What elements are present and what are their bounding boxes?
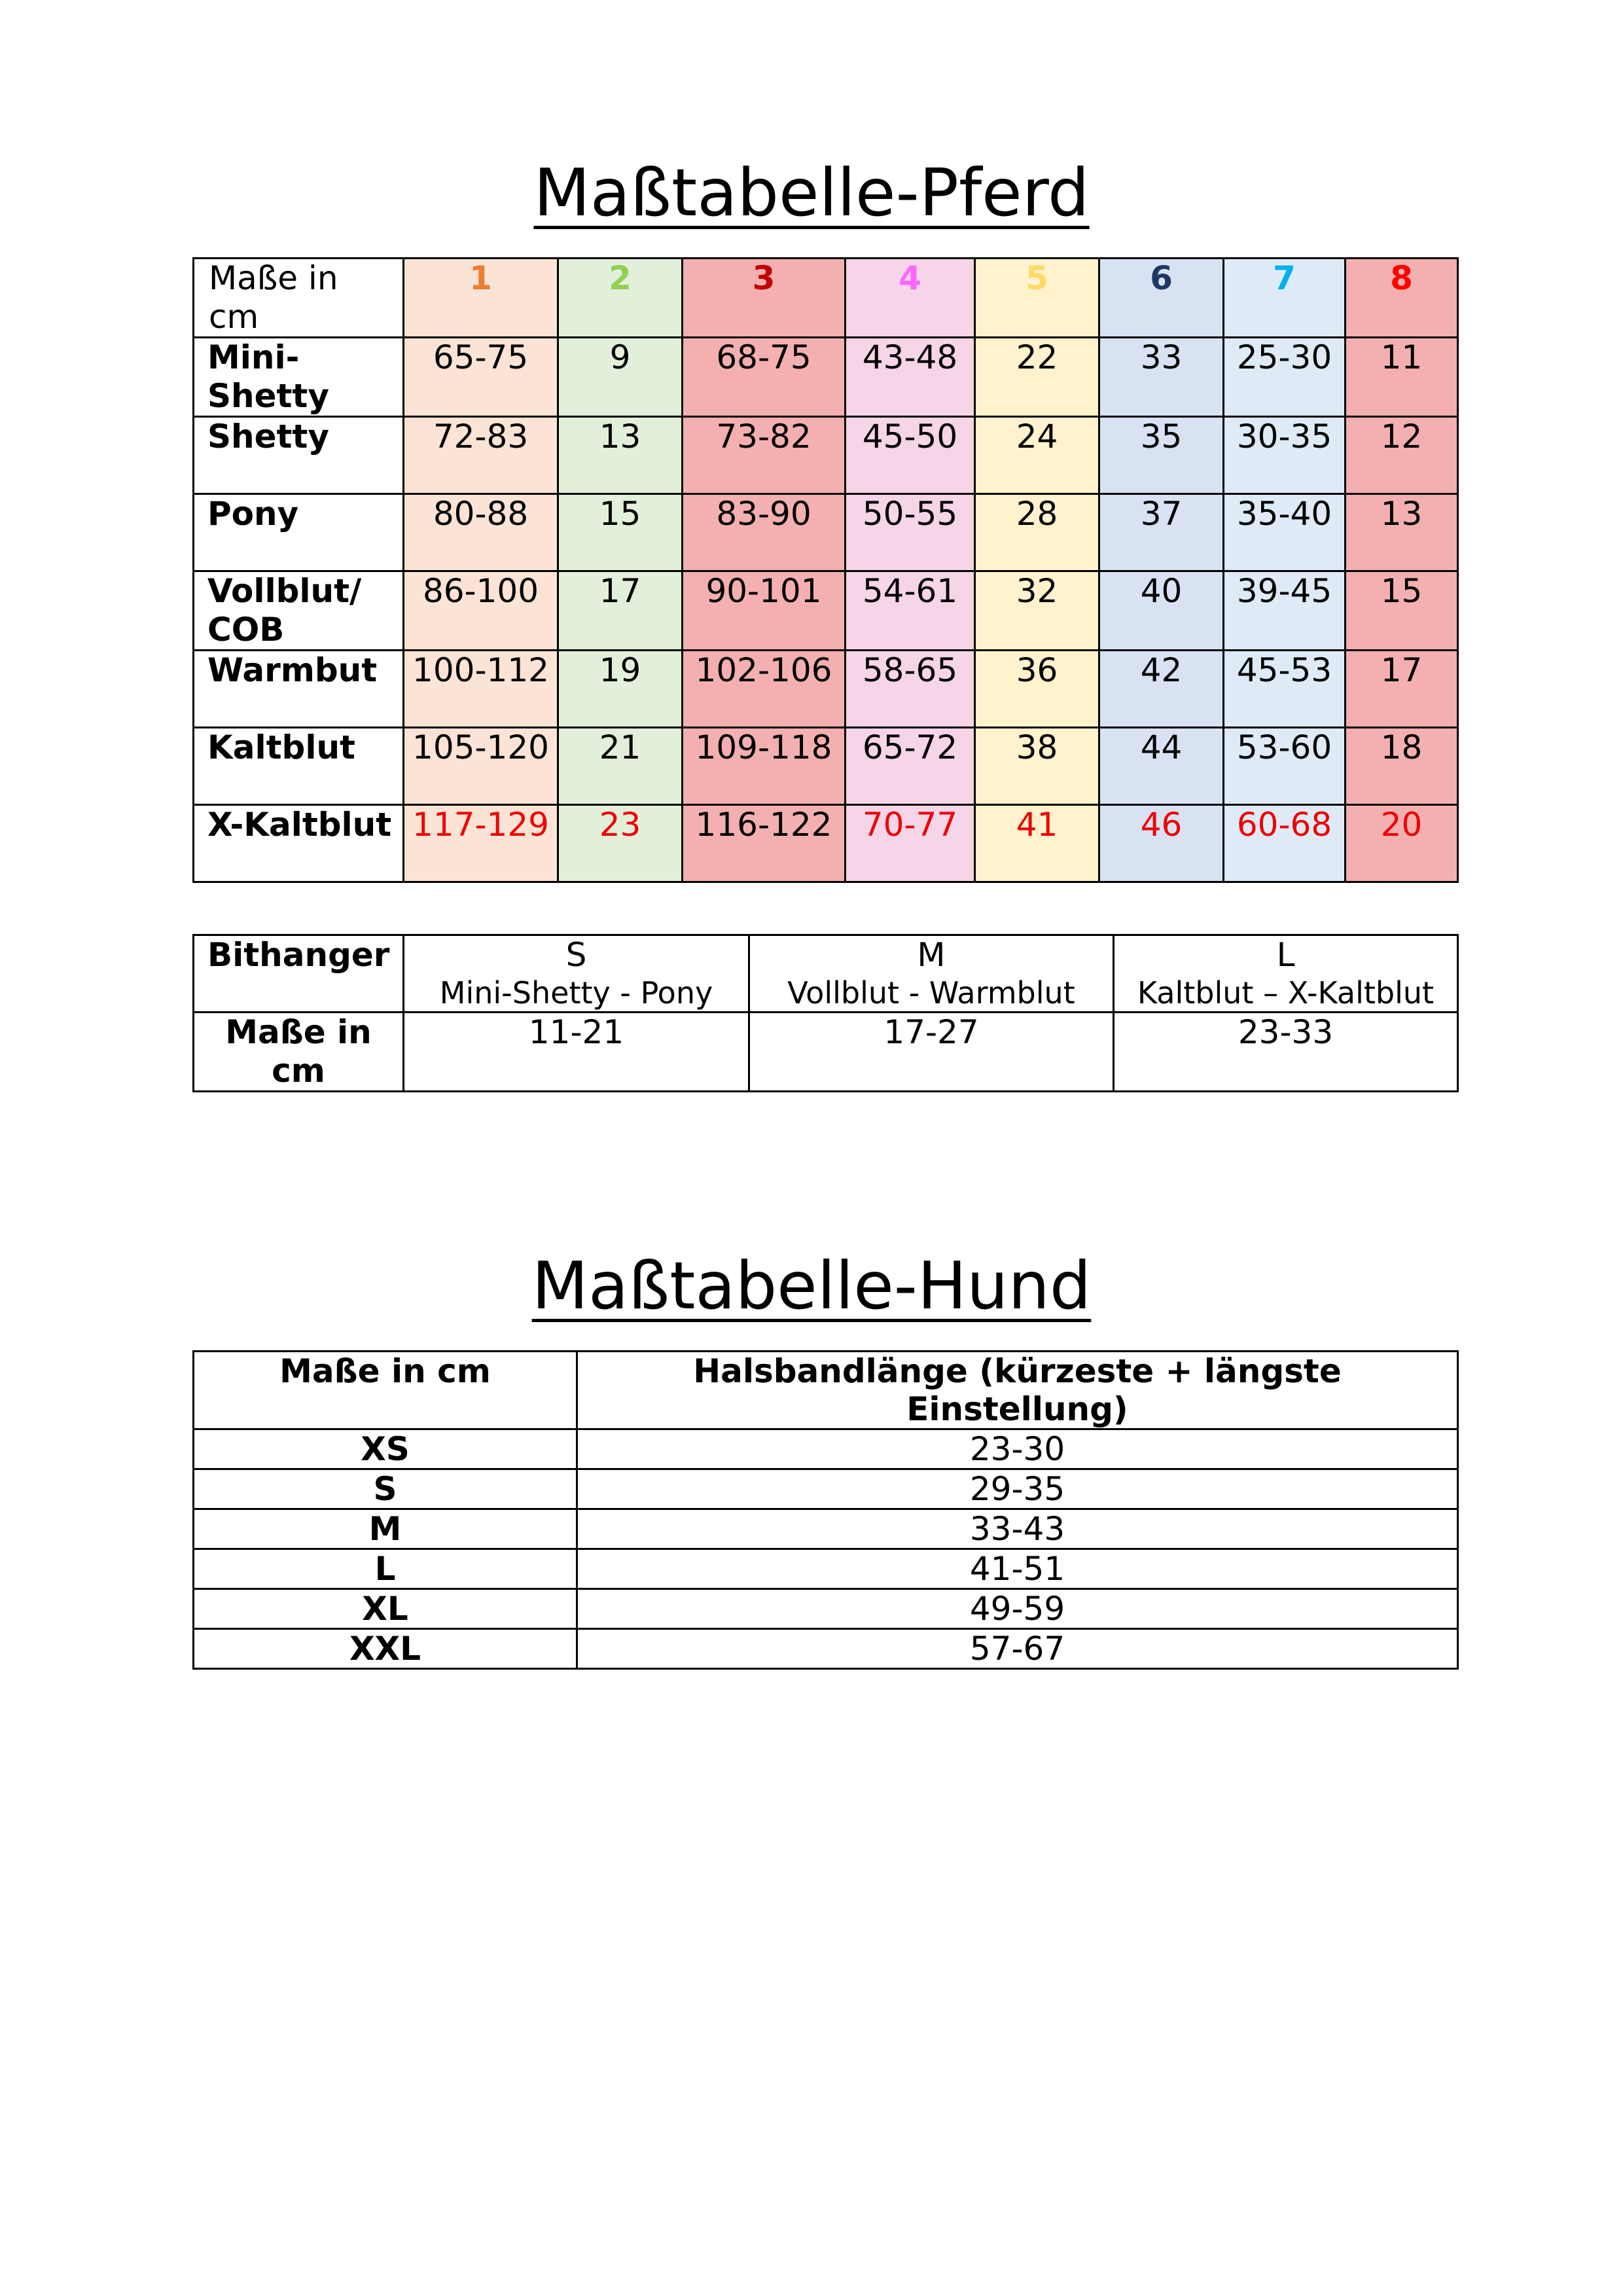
horse-cell: 53-60 [1224,728,1346,805]
horse-cell: 37 [1099,494,1224,571]
horse-row-label: Pony [194,494,404,571]
horse-cell: 43-48 [846,338,975,417]
horse-cell: 18 [1346,728,1458,805]
horse-cell: 32 [975,571,1099,651]
dog-col2-header: Halsbandlänge (kürzeste + längste Einstellung) [577,1352,1458,1429]
size-letter: M [917,936,946,974]
horse-cell: 23 [558,805,683,882]
horse-cell: 36 [975,651,1099,728]
horse-row [194,494,1458,571]
horse-cell: 35 [1099,417,1224,494]
horse-cell: 58-65 [846,651,975,728]
horse-cell: 65-72 [846,728,975,805]
horse-cell: 117-129 [404,805,558,882]
dog-collar-length: 49-59 [577,1589,1458,1629]
dog-row [194,1549,1458,1589]
horse-cell: 68-75 [683,338,846,417]
column-5-header: 5 [975,259,1099,338]
dog-title: Maßtabelle-Hund [531,1247,1092,1324]
horse-cell: 9 [558,338,683,417]
horse-cell: 13 [558,417,683,494]
column-1-header: 1 [404,259,558,338]
size-range: Kaltblut – X-Kaltblut [1137,975,1435,1011]
horse-row [194,728,1458,805]
horse-row [194,338,1458,417]
bithanger-size-s [404,935,749,1013]
horse-cell: 11 [1346,338,1458,417]
horse-row [194,417,1458,494]
size-range: Mini-Shetty - Pony [439,975,713,1011]
bithanger-size-m [749,935,1114,1013]
horse-cell: 19 [558,651,683,728]
horse-cell: 35-40 [1224,494,1346,571]
horse-cell: 65-75 [404,338,558,417]
horse-cell: 80-88 [404,494,558,571]
dog-collar-length: 57-67 [577,1629,1458,1669]
bithanger-size-l [1114,935,1458,1013]
horse-cell: 33 [1099,338,1224,417]
size-range: Vollblut - Warmblut [787,975,1075,1011]
horse-cell: 46 [1099,805,1224,882]
horse-row [194,805,1458,882]
horse-cell: 41 [975,805,1099,882]
column-7-header: 7 [1224,259,1346,338]
horse-cell: 105-120 [404,728,558,805]
horse-row-label: Vollblut/ COB [194,571,404,651]
horse-cell: 45-53 [1224,651,1346,728]
horse-cell: 15 [1346,571,1458,651]
horse-cell: 28 [975,494,1099,571]
horse-cell: 42 [1099,651,1224,728]
horse-size-table [192,257,1459,883]
horse-cell: 73-82 [683,417,846,494]
horse-row-label: Warmbut [194,651,404,728]
dog-row [194,1509,1458,1549]
dog-size: M [194,1509,577,1549]
dog-collar-length: 33-43 [577,1509,1458,1549]
horse-cell: 40 [1099,571,1224,651]
horse-row [194,571,1458,651]
horse-cell: 45-50 [846,417,975,494]
dog-row [194,1429,1458,1469]
horse-cell: 50-55 [846,494,975,571]
dog-row [194,1589,1458,1629]
horse-cell: 24 [975,417,1099,494]
horse-row [194,651,1458,728]
horse-cell: 109-118 [683,728,846,805]
horse-row-label: X-Kaltblut [194,805,404,882]
bithanger-value-row [194,1013,1458,1092]
horse-cell: 38 [975,728,1099,805]
horse-cell: 17 [1346,651,1458,728]
bithanger-measure-label: Maße in cm [194,1013,404,1092]
horse-cell: 20 [1346,805,1458,882]
horse-cell: 86-100 [404,571,558,651]
dog-size-table [192,1350,1459,1670]
horse-row-label: Kaltblut [194,728,404,805]
horse-cell: 15 [558,494,683,571]
column-2-header: 2 [558,259,683,338]
horse-cell: 17 [558,571,683,651]
horse-cell: 44 [1099,728,1224,805]
dog-size: S [194,1469,577,1509]
horse-cell: 60-68 [1224,805,1346,882]
horse-cell: 70-77 [846,805,975,882]
bithanger-header-row [194,935,1458,1013]
dog-col1-header: Maße in cm [194,1352,577,1429]
dog-collar-length: 23-30 [577,1429,1458,1469]
horse-cell: 21 [558,728,683,805]
horse-title: Maßtabelle-Pferd [533,154,1090,231]
dog-size: L [194,1549,577,1589]
dog-collar-length: 29-35 [577,1469,1458,1509]
horse-cell: 90-101 [683,571,846,651]
horse-cell: 30-35 [1224,417,1346,494]
dog-header-row [194,1352,1458,1429]
horse-cell: 12 [1346,417,1458,494]
horse-cell: 54-61 [846,571,975,651]
bithanger-value-l: 23-33 [1114,1013,1458,1092]
horse-cell: 83-90 [683,494,846,571]
dog-row [194,1629,1458,1669]
bithanger-value-s: 11-21 [404,1013,749,1092]
column-3-header: 3 [683,259,846,338]
horse-cell: 72-83 [404,417,558,494]
bithanger-value-m: 17-27 [749,1013,1114,1092]
horse-cell: 39-45 [1224,571,1346,651]
column-6-header: 6 [1099,259,1224,338]
dog-size: XS [194,1429,577,1469]
horse-header-label: Maße in cm [194,259,404,338]
column-8-header: 8 [1346,259,1458,338]
bithanger-table [192,934,1459,1092]
horse-cell: 100-112 [404,651,558,728]
size-letter: S [565,936,587,974]
dog-size: XXL [194,1629,577,1669]
dog-size: XL [194,1589,577,1629]
horse-cell: 102-106 [683,651,846,728]
horse-row-label: Mini-Shetty [194,338,404,417]
bithanger-label: Bithanger [194,935,404,1013]
dog-row [194,1469,1458,1509]
horse-cell: 13 [1346,494,1458,571]
horse-row-label: Shetty [194,417,404,494]
column-4-header: 4 [846,259,975,338]
horse-cell: 22 [975,338,1099,417]
horse-cell: 25-30 [1224,338,1346,417]
dog-collar-length: 41-51 [577,1549,1458,1589]
size-letter: L [1276,936,1295,974]
horse-cell: 116-122 [683,805,846,882]
horse-header-row [194,259,1458,338]
